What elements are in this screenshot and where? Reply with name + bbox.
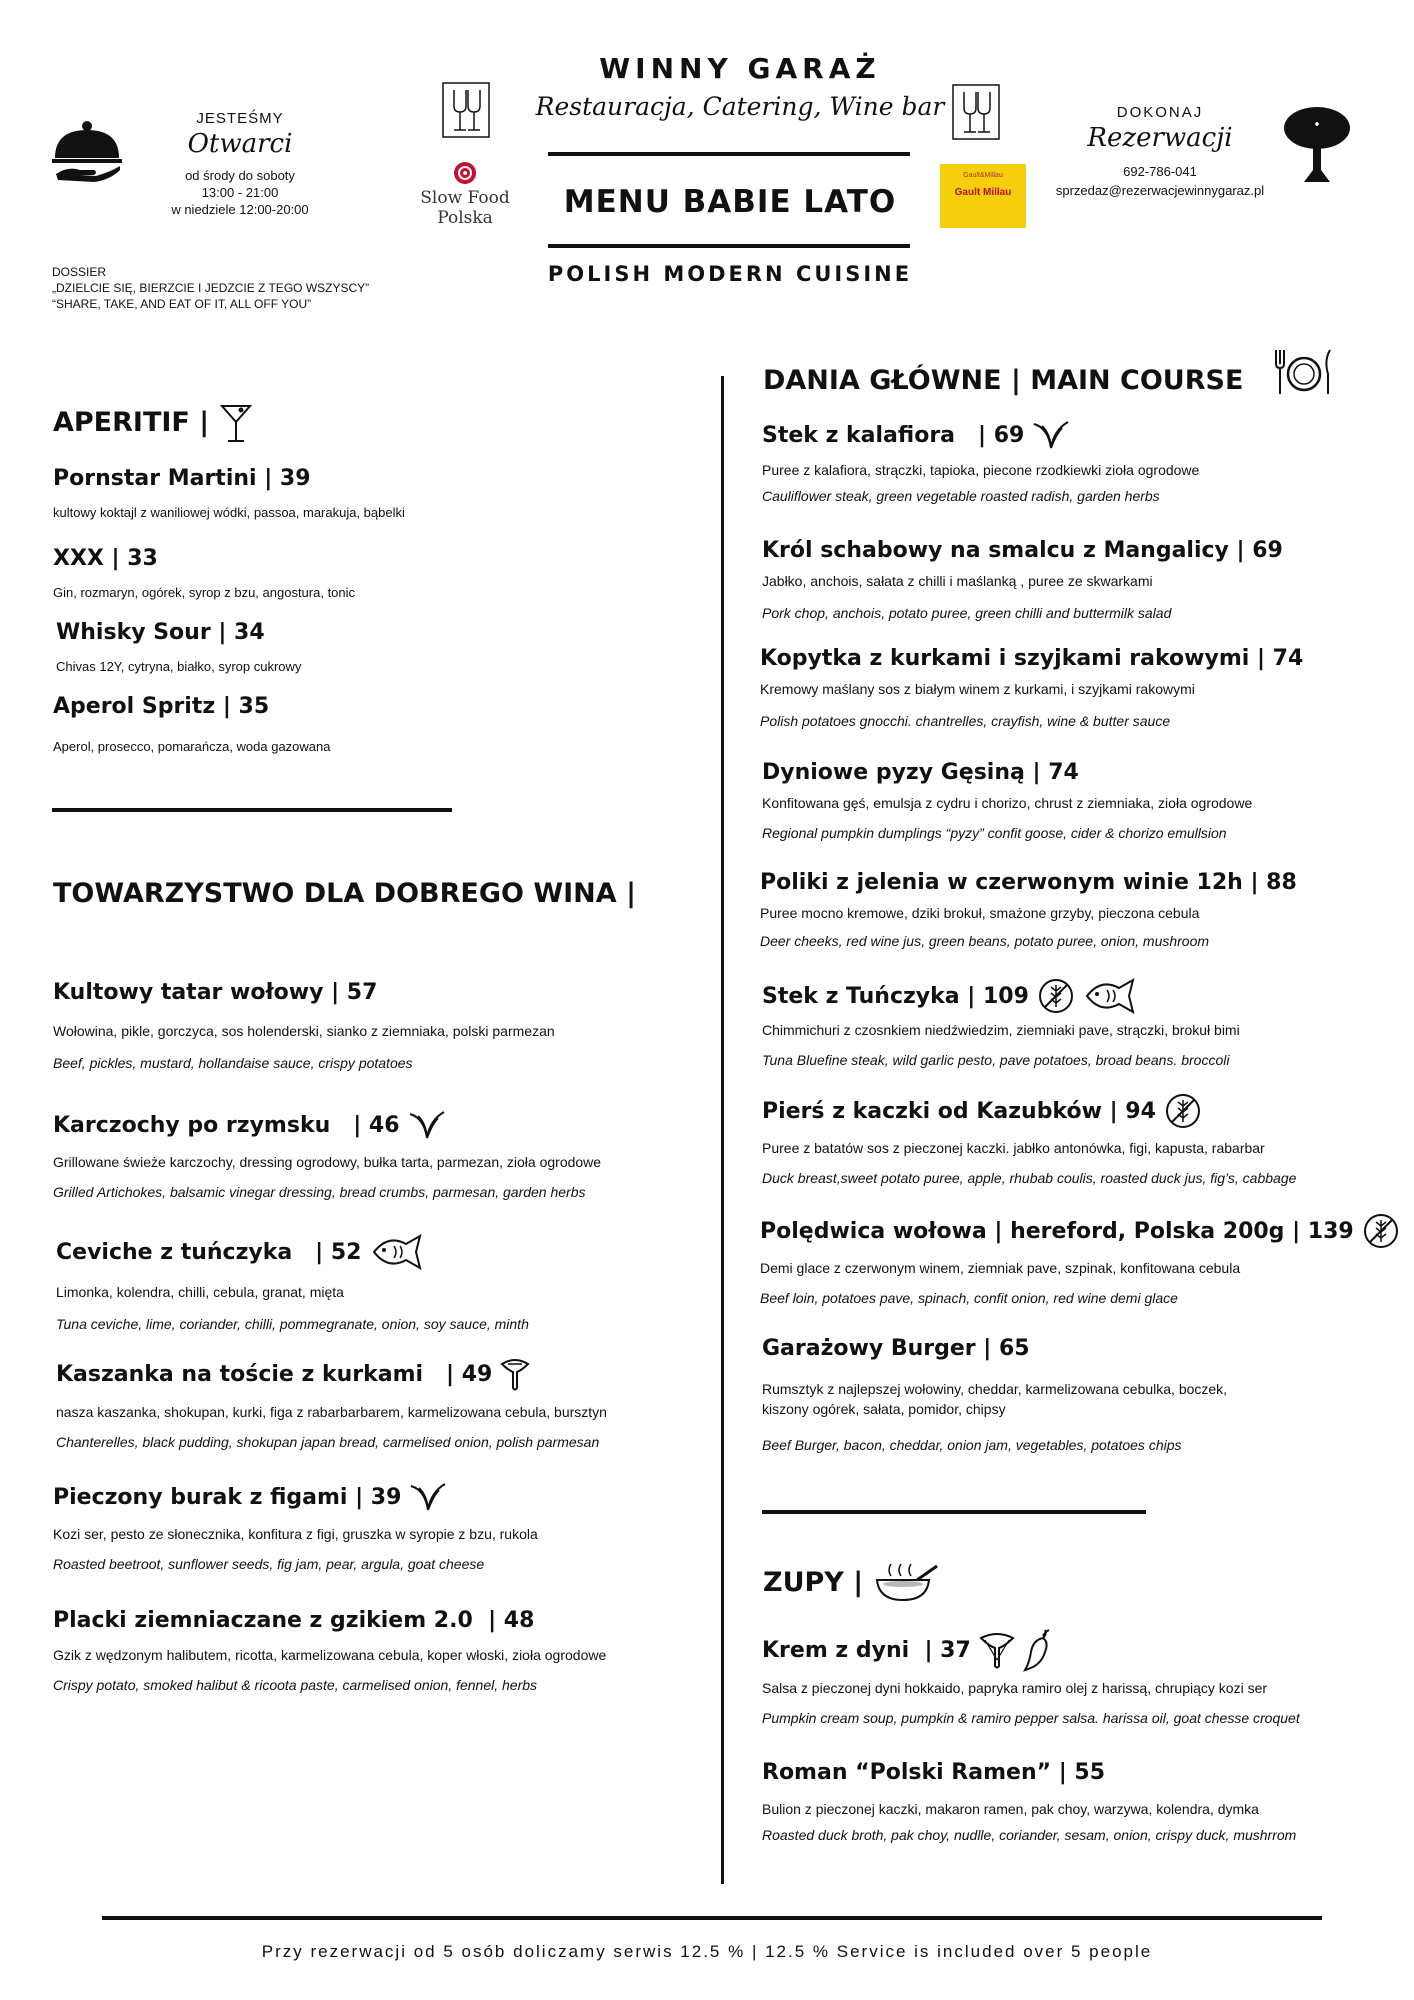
gluten-free-icon (1362, 1212, 1400, 1250)
dish-name-text: Kopytka z kurkami i szyjkami rakowymi | 74 (760, 646, 1304, 671)
mushroom-icon (500, 1356, 530, 1392)
vegetarian-leaf-icon (1032, 420, 1070, 450)
dish-name-text: Król schabowy na smalcu z Mangalicy | 69 (762, 538, 1283, 563)
dish-description-en: Polish potatoes gnocchi. chantrelles, crayfish, wine & butter sauce (760, 713, 1171, 729)
dossier-line2: „DZIELCIE SIĘ, BIERZCIE I JEDZCIE Z TEGO WSZYSCY” (52, 281, 370, 295)
tree-icon (1282, 106, 1352, 186)
dish-description-pl: Limonka, kolendra, chilli, cebula, granat, mięta (56, 1284, 344, 1300)
dish-description-en: Beef Burger, bacon, cheddar, onion jam, vegetables, potatoes chips (762, 1437, 1182, 1453)
dish-name-text: Placki ziemniaczane z gzikiem 2.0 | 48 (53, 1608, 535, 1633)
dish-description-en: Crispy potato, smoked halibut & ricoota paste, carmelised onion, fennel, herbs (53, 1677, 538, 1693)
dish-name (760, 870, 1400, 895)
dish-name-text: Pieczony burak z figami | 39 (53, 1484, 402, 1510)
dish-name: Whisky Sour | 34 (56, 620, 265, 645)
dish-description-pl: Aperol, prosecco, pomarańcza, woda gazowana (53, 739, 331, 754)
brand-name: WINNY GARAŻ (599, 52, 881, 85)
plate-cutlery-icon (1272, 346, 1336, 398)
dish-description-pl: nasza kaszanka, shokupan, kurki, figa z rabarbarbarem, karmelizowana cebula, bursztyn (56, 1404, 607, 1420)
slowfood-logo-text (410, 188, 520, 228)
dish-name-text: Garażowy Burger | 65 (762, 1336, 1030, 1361)
menu-item (762, 420, 1402, 504)
dish-description-pl: kultowy koktajl z waniliowej wódki, passoa, marakuja, bąbelki (53, 505, 405, 520)
dish-description-en: Beef loin, potatoes pave, spinach, confit onion, red wine demi glace (760, 1290, 1178, 1306)
dish-name (760, 646, 1400, 671)
dish-name (762, 538, 1402, 563)
dish-description-en: Roasted duck broth, pak choy, nudlle, coriander, sesam, onion, crispy duck, mushrrom (762, 1827, 1297, 1843)
dish-description-pl: Gzik z wędzonym halibutem, ricotta, karmelizowana cebula, koper włoski, zioła ogrodowe (53, 1647, 607, 1663)
mushroom-icon (979, 1630, 1015, 1670)
aperitif-item (56, 620, 696, 674)
dish-description-en: Deer cheeks, red wine jus, green beans, potato puree, onion, mushroom (760, 933, 1210, 949)
menu-item (760, 1212, 1400, 1306)
gluten-free-icon (1037, 977, 1075, 1015)
dish-description-pl: Rumsztyk z najlepszej wołowiny, cheddar, karmelizowana cebulka, boczek, (762, 1381, 1228, 1397)
dish-description-en: Tuna Bluefine steak, wild garlic pesto, pave potatoes, broad beans. broccoli (762, 1052, 1230, 1068)
main-course-divider (762, 1510, 1146, 1514)
dish-name (762, 1336, 1402, 1361)
column-divider (721, 376, 724, 1884)
dish-name: Aperol Spritz | 35 (53, 694, 270, 719)
vegetarian-leaf-icon (408, 1110, 446, 1140)
dish-name-text: Stek z kalafiora | 69 (762, 422, 1025, 448)
slowfood-line2: Polska (437, 208, 493, 228)
dish-name (53, 1482, 713, 1512)
dish-name (762, 976, 1402, 1016)
menu-item (760, 646, 1400, 729)
dish-name (56, 1356, 716, 1392)
gault-millau-badge (940, 164, 1026, 228)
footer-note: Przy rezerwacji od 5 osób doliczamy serwis 12.5 % | 12.5 % Service is included over 5 people (261, 1942, 1153, 1961)
menu-item (762, 538, 1402, 621)
dish-description-pl: Konfitowana gęś, emulsja z cydru i chorizo, chrust z ziemniaka, zioła ogrodowe (762, 795, 1253, 811)
gluten-free-icon (1164, 1092, 1202, 1130)
dish-name (762, 1760, 1402, 1785)
dish-description-pl: Bulion z pieczonej kaczki, makaron ramen, pak choy, warzywa, kolendra, dymka (762, 1801, 1259, 1817)
main-course-heading: DANIA GŁÓWNE | MAIN COURSE (763, 365, 1244, 396)
dish-name (53, 980, 713, 1005)
open-hours-block (140, 110, 340, 218)
dish-description-en: Chanterelles, black pudding, shokupan japan bread, carmelised onion, polish parmesan (56, 1434, 600, 1450)
dish-name-text: Kultowy tatar wołowy | 57 (53, 980, 378, 1005)
menu-title: MENU BABIE LATO (563, 184, 897, 220)
wine-glasses-icon-right (952, 84, 1000, 140)
dish-name (53, 1608, 713, 1633)
dish-description-pl-2: kiszony ogórek, sałata, pomidor, chipsy (762, 1401, 1006, 1417)
aperitif-divider (52, 808, 452, 812)
header-rule-bottom (548, 244, 910, 248)
reservation-block (1050, 104, 1270, 199)
towarzystwo-heading: TOWARZYSTWO DLA DOBREGO WINA | (53, 878, 636, 909)
menu-item (53, 1110, 713, 1200)
dish-name (762, 1626, 1402, 1674)
menu-item (762, 1626, 1402, 1726)
dish-description-en: Pork chop, anchois, potato puree, green chilli and buttermilk salad (762, 605, 1172, 621)
open-line2: 13:00 - 21:00 (201, 185, 279, 200)
dish-name-text: Stek z Tuńczyka | 109 (762, 983, 1029, 1009)
aperitif-title: APERITIF | (53, 406, 210, 438)
header-rule-top (548, 152, 910, 156)
dish-name (762, 420, 1402, 450)
dish-name-text: Ceviche z tuńczyka | 52 (56, 1239, 362, 1265)
dish-description-pl: Puree z batatów sos z pieczonej kaczki. jabłko antonówka, figi, kapusta, rabarbar (762, 1140, 1265, 1156)
fish-icon (370, 1232, 424, 1272)
dish-description-pl: Puree mocno kremowe, dziki brokuł, smażone grzyby, pieczona cebula (760, 905, 1200, 921)
menu-item (56, 1232, 716, 1332)
dossier-line3: “SHARE, TAKE, AND EAT OF IT, ALL OFF YOU” (52, 297, 312, 311)
dossier-line1: DOSSIER (52, 265, 107, 279)
gault-small-text: Gault&Millau (963, 172, 1003, 179)
dish-name-text: Polędwica wołowa | hereford, Polska 200g | 139 (760, 1218, 1354, 1244)
reservation-phone[interactable]: 692-786-041 (1123, 164, 1197, 179)
dish-description-en: Pumpkin cream soup, pumpkin & ramiro pepper salsa. harissa oil, goat chesse croquet (762, 1710, 1300, 1726)
reservation-script: Rezerwacji (1087, 123, 1233, 153)
menu-item (53, 980, 713, 1071)
wine-glasses-icon (442, 82, 490, 138)
dish-description-en: Cauliflower steak, green vegetable roasted radish, garden herbs (762, 488, 1160, 504)
dish-description-pl: Jabłko, anchois, sałata z chilli i maślanką , puree ze skwarkami (762, 573, 1153, 589)
dish-description-pl: Chimmichuri z czosnkiem niedźwiedzim, ziemniaki pave, strączki, brokuł bimi (762, 1022, 1240, 1038)
dish-name: XXX | 33 (53, 546, 158, 571)
reservation-email[interactable]: sprzedaz@rezerwacjewinnygaraz.pl (1055, 183, 1265, 198)
martini-icon (219, 400, 253, 444)
dish-description-en: Regional pumpkin dumplings “pyzy” confit goose, cider & chorizo emullsion (762, 825, 1227, 841)
dish-description-pl: Kozi ser, pesto ze słonecznika, konfitura z figi, gruszka w syropie z bzu, rukola (53, 1526, 538, 1542)
dish-name: Pornstar Martini | 39 (53, 466, 311, 491)
dish-name-text: Krem z dyni | 37 (762, 1637, 971, 1663)
dish-description-pl: Puree z kalafiora, strączki, tapioka, piecone rzodkiewki zioła ogrodowe (762, 462, 1200, 478)
dish-name (762, 760, 1402, 785)
menu-item (762, 976, 1402, 1068)
dish-name (56, 1232, 716, 1272)
menu-item (762, 1760, 1402, 1843)
tagline: Restauracja, Catering, Wine bar (535, 92, 945, 121)
dish-name (762, 1092, 1402, 1130)
soup-bowl-icon (873, 1560, 941, 1604)
dish-description-pl: Chivas 12Y, cytryna, białko, syrop cukrowy (56, 659, 302, 674)
dish-name (53, 1110, 713, 1140)
aperitif-item (53, 466, 693, 520)
aperitif-heading (53, 400, 253, 444)
dish-name-text: Karczochy po rzymsku | 46 (53, 1112, 400, 1138)
zupy-title: ZUPY | (763, 1566, 864, 1598)
open-line3: w niedziele 12:00-20:00 (171, 202, 309, 217)
gault-label: Gault Millau (954, 187, 1012, 198)
dish-description-pl: Salsa z pieczonej dyni hokkaido, papryka ramiro olej z harissą, chrupiący kozi ser (762, 1680, 1268, 1696)
slowfood-snail-icon (448, 160, 482, 186)
menu-item (56, 1356, 716, 1450)
menu-item (762, 1092, 1402, 1186)
dossier-block (52, 264, 369, 312)
dish-description-en: Tuna ceviche, lime, coriander, chilli, pommegranate, onion, soy sauce, minth (56, 1316, 529, 1332)
menu-item (762, 1336, 1402, 1453)
open-label: JESTEŚMY (196, 110, 284, 127)
menu-item (53, 1608, 713, 1693)
dish-name-text: Poliki z jelenia w czerwonym winie 12h | 88 (760, 870, 1297, 895)
cloche-icon (50, 118, 124, 184)
dish-description-en: Duck breast,sweet potato puree, apple, rhubab coulis, roasted duck jus, fig’s, cabbage (762, 1170, 1297, 1186)
dish-description-pl: Gin, rozmaryn, ogórek, syrop z bzu, angostura, tonic (53, 585, 356, 600)
aperitif-item (53, 546, 693, 600)
dish-name-text: Dyniowe pyzy Gęsiną | 74 (762, 760, 1079, 785)
dish-name-text: Pierś z kaczki od Kazubków | 94 (762, 1098, 1156, 1124)
chili-icon (1023, 1626, 1055, 1674)
slowfood-line1: Slow Food (420, 188, 510, 208)
menu-subtitle: POLISH MODERN CUISINE (547, 262, 913, 286)
dish-name-text: Roman “Polski Ramen” | 55 (762, 1760, 1106, 1785)
open-script: Otwarci (187, 129, 293, 159)
dish-description-en: Roasted beetroot, sunflower seeds, fig jam, pear, argula, goat cheese (53, 1556, 485, 1572)
dish-description-en: Grilled Artichokes, balsamic vinegar dressing, bread crumbs, parmesan, garden herbs (53, 1184, 586, 1200)
menu-item (760, 870, 1400, 949)
footer-rule (102, 1916, 1322, 1920)
dish-name (760, 1212, 1400, 1250)
aperitif-item (53, 694, 693, 754)
zupy-heading (763, 1560, 941, 1604)
dish-description-pl: Demi glace z czerwonym winem, ziemniak pave, szpinak, konfitowana cebula (760, 1260, 1241, 1276)
menu-item (762, 760, 1402, 841)
dish-description-pl: Wołowina, pikle, gorczyca, sos holenderski, sianko z ziemniaka, polski parmezan (53, 1023, 555, 1039)
open-line1: od środy do soboty (185, 168, 295, 183)
dish-description-pl: Kremowy maślany sos z białym winem z kurkami, i szyjkami rakowymi (760, 681, 1195, 697)
fish-icon (1083, 976, 1137, 1016)
vegetarian-leaf-icon (409, 1482, 447, 1512)
dish-description-pl: Grillowane świeże karczochy, dressing ogrodowy, bułka tarta, parmezan, zioła ogrodowe (53, 1154, 602, 1170)
menu-item (53, 1482, 713, 1572)
reservation-label: DOKONAJ (1116, 104, 1204, 121)
dish-name-text: Kaszanka na toście z kurkami | 49 (56, 1361, 493, 1387)
dish-description-en: Beef, pickles, mustard, hollandaise sauce, crispy potatoes (53, 1055, 413, 1071)
